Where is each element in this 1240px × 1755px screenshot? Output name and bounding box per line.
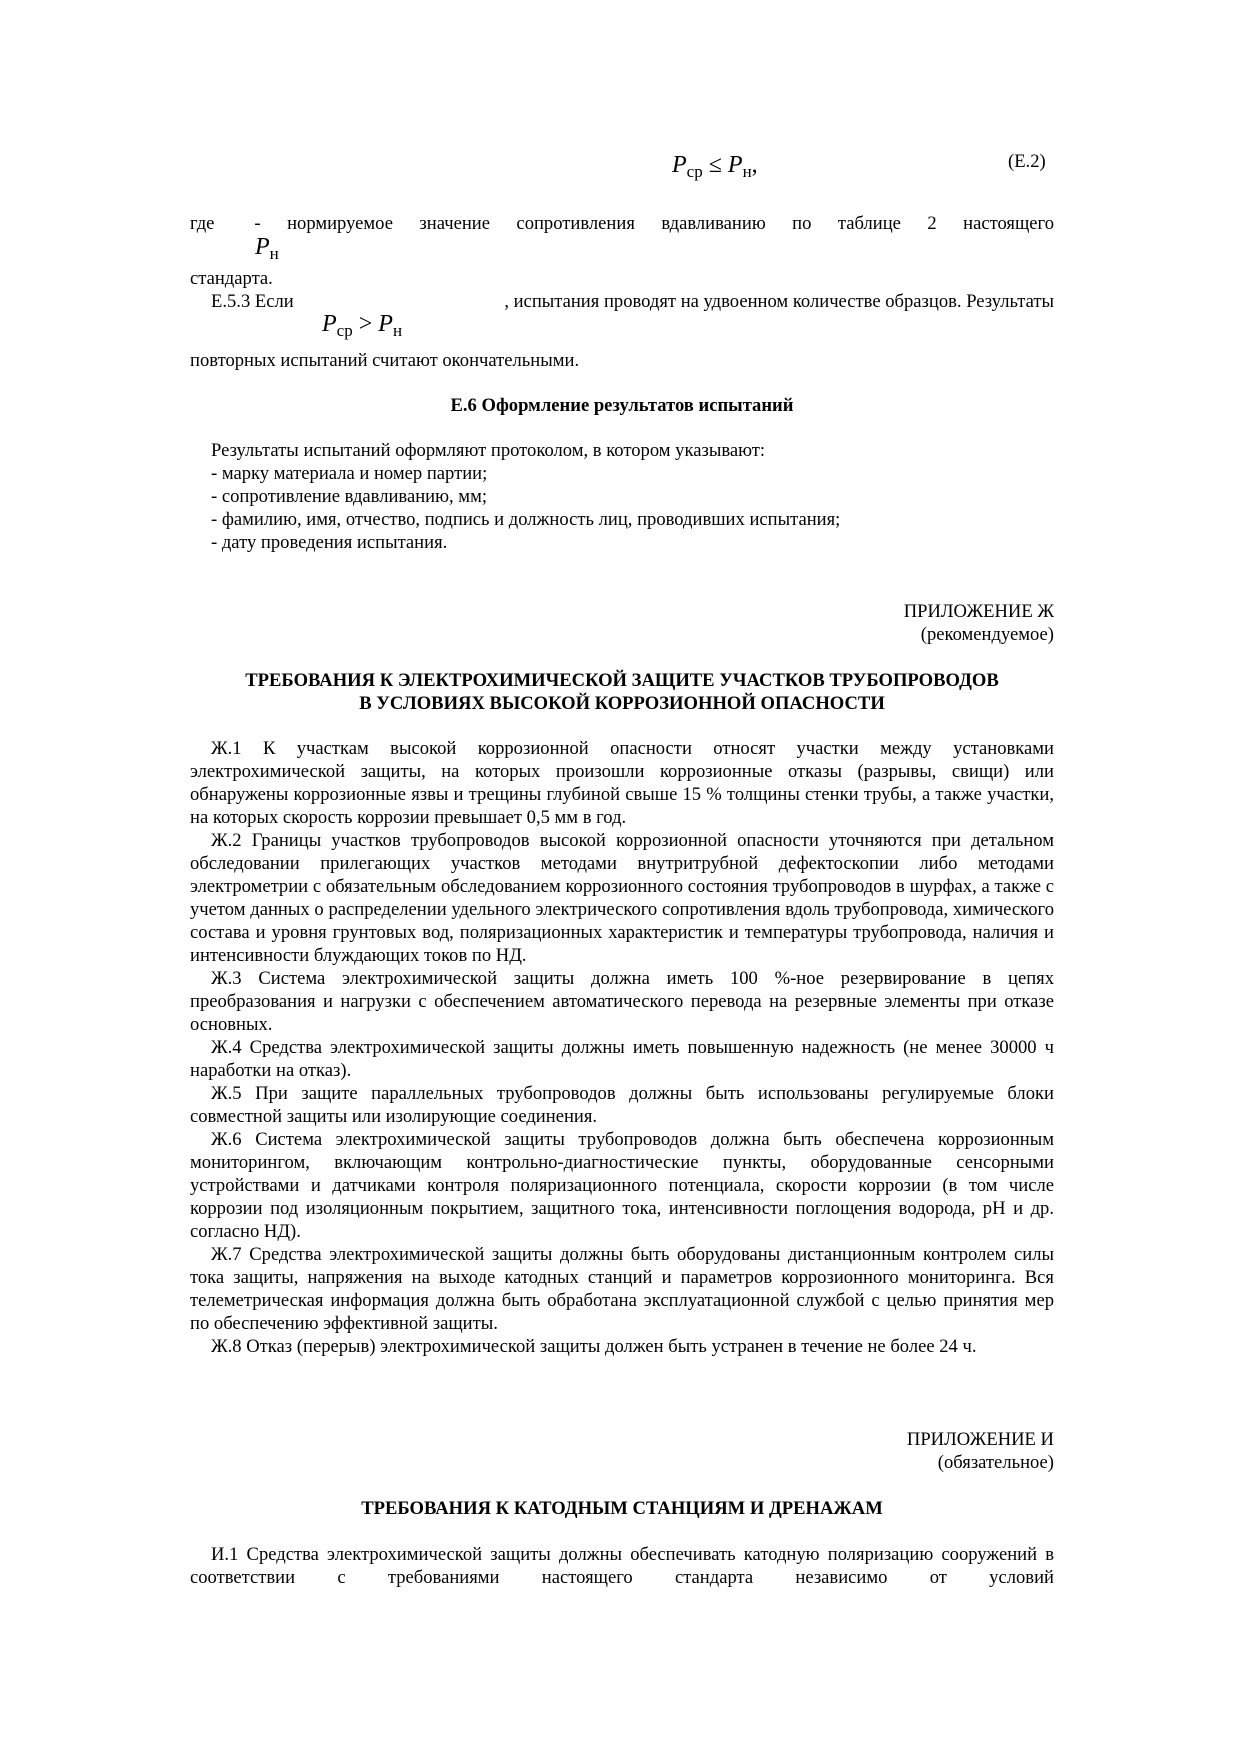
formula-subscript: н [392,321,403,340]
list-item: - дату проведения испытания. [211,532,448,553]
paragraph: Ж.1 К участкам высокой коррозионной опасности относят участки между установками электрохимической защиты, на которых произошли коррозионные отказы (разрывы, свищи) или обнаружены коррозионные язвы и трещины глубиной свыше 15 % толщины стенки трубы, а также участки, на которых скорость коррозии превышает 0,5 мм в год. [190,738,1054,828]
formula-operator: > [352,311,379,337]
appendix-i-label [190,1428,1054,1474]
heading-line: ТРЕБОВАНИЯ К ЭЛЕКТРОХИМИЧЕСКОЙ ЗАЩИТЕ УЧАСТКОВ ТРУБОПРОВОДОВ [245,670,999,691]
formula-symbol: P [255,234,270,260]
appendix-zh-body [190,737,1054,1358]
where-symbol [255,232,279,269]
appendix-i-heading: ТРЕБОВАНИЯ К КАТОДНЫМ СТАНЦИЯМ И ДРЕНАЖАМ [361,1498,883,1519]
appendix-status: (рекомендуемое) [920,624,1054,645]
section-heading-e6: Е.6 Оформление результатов испытаний [450,395,794,416]
appendix-title: ПРИЛОЖЕНИЕ Ж [903,601,1054,622]
formula-e2 [672,150,758,187]
where-text: - нормируемое значение сопротивления вдавливанию по таблице 2 настоящего [254,213,1054,234]
formula-number: (Е.2) [1008,151,1046,172]
where-continuation: стандарта. [190,268,273,289]
paragraph: Ж.7 Средства электрохимической защиты должны быть оборудованы дистанционным контролем силы тока защиты, напряжения на выходе катодных станций и параметров коррозионного мониторинга. Вся телеметрическая информация должна быть обработана эксплуатационной службой с целью принятия мер по обеспечению эффективной защиты. [190,1244,1054,1334]
heading-line: В УСЛОВИЯХ ВЫСОКОЙ КОРРОЗИОННОЙ ОПАСНОСТИ [359,693,885,714]
e53-continuation: повторных испытаний считают окончательными. [190,350,580,371]
formula-subscript: н [742,162,752,181]
formula-symbol: P [378,311,393,337]
paragraph: Ж.2 Границы участков трубопроводов высокой коррозионной опасности уточняются при детальном обследовании прилегающих участков методами внутритрубной дефектоскопии либо методами электрометрии с обязательным обследованием коррозионного состояния трубопроводов в шурфах, а также с учетом данных о распределении удельного электрического сопротивления вдоль трубопровода, химического состава и уровня грунтовых вод, поляризационных характеристик и температуры трубопровода, наличия и интенсивности блуждающих токов по НД. [190,830,1054,966]
formula-punct: , [751,152,758,178]
formula-symbol: P [322,311,337,337]
list-item: - фамилию, имя, отчество, подпись и должность лиц, проводивших испытания; [211,509,841,530]
paragraph: Ж.8 Отказ (перерыв) электрохимической защиты должен быть устранен в течение не более 24 ч. [211,1336,977,1357]
paragraph: Ж.4 Средства электрохимической защиты должны иметь повышенную надежность (не менее 30000 ч наработки на отказ). [190,1037,1054,1081]
e53-text: , испытания проводят на удвоенном количестве образцов. Результаты [504,291,1054,312]
paragraph: Ж.5 При защите параллельных трубопроводов должны быть использованы регулируемые блоки совместной защиты или изолирующие соединения. [190,1083,1054,1127]
formula-subscript: ср [336,321,353,340]
appendix-status: (обязательное) [937,1452,1054,1473]
formula-operator: ≤ [702,152,728,178]
paragraph: Ж.6 Система электрохимической защиты трубопроводов должна быть обеспечена коррозионным мониторингом, включающим контрольно-диагностические пункты, оборудованные сенсорными устройствами и датчиками контроля поляризационного потенциала, скорости коррозии (в том числе коррозии под изоляционным покрытием, защитного тока, интенсивности поглощения водорода, pH и др. согласно НД). [190,1129,1054,1242]
appendix-zh-heading [190,669,1054,715]
formula-subscript: н [269,244,279,263]
appendix-i-body [190,1543,1054,1589]
where-lead: где [190,213,215,234]
where-line [190,212,1054,235]
section-e6-list [190,439,1054,554]
paragraph: Ж.3 Система электрохимической защиты должна иметь 100 %-ное резервирование в цепях преобразования и нагрузки с обеспечением автоматического перевода на резервные элементы при отказе основных. [190,968,1054,1035]
e53-lead: Е.5.3 Если [211,291,294,312]
list-item: - марку материала и номер партии; [211,463,488,484]
formula-symbol: P [672,152,687,178]
list-item: Результаты испытаний оформляют протоколом, в котором указывают: [211,440,766,461]
appendix-title: ПРИЛОЖЕНИЕ И [906,1429,1054,1450]
list-item: - сопротивление вдавливанию, мм; [211,486,488,507]
formula-subscript: ср [686,162,703,181]
paragraph: И.1 Средства электрохимической защиты должны обеспечивать катодную поляризацию сооружений в соответствии с требованиями настоящего стандарта независимо от условий [190,1544,1054,1588]
formula-symbol: P [727,152,743,178]
e53-condition [322,309,402,346]
appendix-zh-label [190,600,1054,646]
